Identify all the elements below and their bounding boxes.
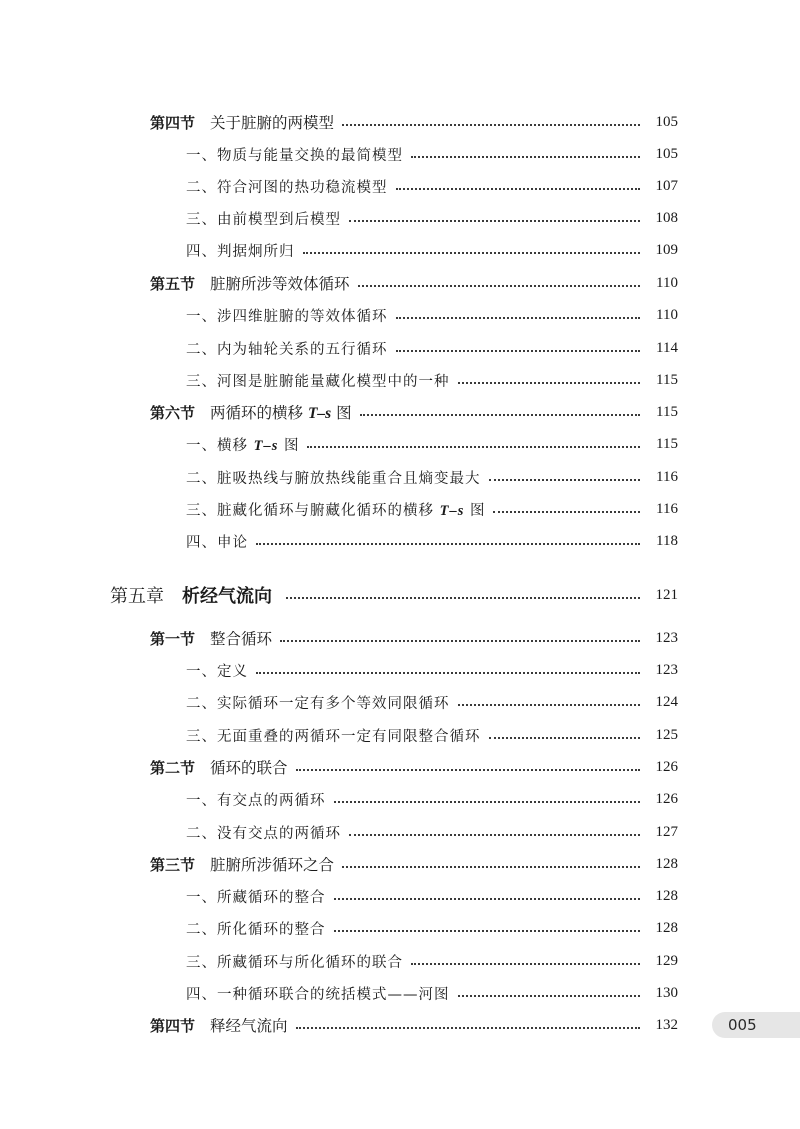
- page-number: 126: [655, 790, 678, 807]
- toc-section-5[interactable]: [150, 271, 678, 295]
- page-number: 124: [655, 693, 678, 710]
- toc-item[interactable]: [186, 981, 678, 1005]
- page-number: 126: [655, 758, 678, 775]
- toc-chapter5-section-3[interactable]: [150, 852, 678, 876]
- chapter-title: 析经气流向: [182, 586, 272, 607]
- page-number: 115: [656, 403, 678, 420]
- dot-leader: [493, 511, 640, 513]
- section-title: [210, 401, 352, 423]
- page-number: 109: [655, 241, 678, 258]
- section-number: 第三节: [150, 855, 196, 874]
- page-number: 110: [656, 306, 678, 323]
- page-number: 110: [656, 274, 678, 291]
- page-number: 128: [655, 887, 678, 904]
- page-number: 116: [656, 468, 678, 485]
- dot-leader: [334, 801, 641, 803]
- item-title: [186, 499, 485, 520]
- section-number: 第五节: [150, 274, 196, 293]
- item-title: 二、符合河图的热功稳流模型: [186, 179, 388, 196]
- dot-leader: [458, 995, 641, 997]
- page-number: 128: [655, 855, 678, 872]
- section-number: 第四节: [150, 113, 196, 132]
- page-number: 123: [655, 629, 678, 646]
- page-number: 115: [656, 435, 678, 452]
- toc-item[interactable]: [186, 820, 678, 844]
- section-number: 第四节: [150, 1016, 196, 1035]
- toc-item[interactable]: [186, 949, 678, 973]
- item-title: 一、物质与能量交换的最简模型: [186, 147, 403, 164]
- dot-leader: [360, 414, 640, 416]
- dot-leader: [396, 317, 641, 319]
- dot-leader: [458, 704, 641, 706]
- page-number: 129: [655, 952, 678, 969]
- dot-leader: [286, 597, 640, 599]
- item-title: [186, 434, 299, 455]
- toc-chapter5-section-1[interactable]: [150, 626, 678, 650]
- toc-item[interactable]: [186, 723, 678, 747]
- section-title: 整合循环: [210, 630, 273, 648]
- dot-leader: [411, 156, 640, 158]
- item-title: 三、由前模型到后模型: [186, 211, 341, 228]
- item-title: 二、实际循环一定有多个等效同限循环: [186, 695, 450, 712]
- toc-item[interactable]: [186, 368, 678, 392]
- dot-leader: [334, 930, 641, 932]
- toc-item[interactable]: [186, 497, 678, 521]
- page-number: 107: [655, 177, 678, 194]
- toc-item[interactable]: [186, 787, 678, 811]
- toc-item[interactable]: [186, 174, 678, 198]
- toc-item[interactable]: [186, 238, 678, 262]
- toc-chapter5-section-4[interactable]: [150, 1013, 678, 1037]
- page-number: 128: [655, 919, 678, 936]
- toc-item[interactable]: [186, 465, 678, 489]
- page-number: 132: [655, 1016, 678, 1033]
- item-title: 四、判据炯所归: [186, 243, 295, 260]
- dot-leader: [307, 446, 640, 448]
- item-title: 二、脏吸热线与腑放热线能重合且熵变最大: [186, 470, 481, 487]
- toc-item[interactable]: [186, 529, 678, 553]
- toc-section-4[interactable]: [150, 110, 678, 134]
- page-number: 114: [656, 339, 678, 356]
- dot-leader: [296, 1027, 640, 1029]
- dot-leader: [489, 737, 641, 739]
- toc-item[interactable]: [186, 432, 678, 456]
- section-title: 脏腑所涉等效体循环: [210, 275, 350, 293]
- item-title: 二、没有交点的两循环: [186, 825, 341, 842]
- toc-chapter-5[interactable]: [110, 581, 678, 609]
- page-number: 105: [655, 113, 678, 130]
- title-text: 一、横移: [186, 437, 254, 454]
- page-number: 121: [655, 586, 678, 603]
- dot-leader: [349, 834, 640, 836]
- dot-leader: [296, 769, 640, 771]
- section-number: 第一节: [150, 629, 196, 648]
- title-text: 三、脏藏化循环与腑藏化循环的横移: [186, 502, 440, 519]
- page-number: 123: [655, 661, 678, 678]
- dot-leader: [342, 124, 640, 126]
- dot-leader: [358, 285, 640, 287]
- dot-leader: [342, 866, 640, 868]
- dot-leader: [256, 672, 640, 674]
- item-title: 一、所藏循环的整合: [186, 889, 326, 906]
- page-number: 130: [655, 984, 678, 1001]
- dot-leader: [396, 188, 641, 190]
- title-text: 图: [331, 404, 352, 422]
- item-title: 一、有交点的两循环: [186, 792, 326, 809]
- dot-leader: [280, 640, 640, 642]
- dot-leader: [334, 898, 641, 900]
- section-title: 循环的联合: [210, 759, 288, 777]
- item-title: 四、一种循环联合的统括模式——河图: [186, 986, 450, 1003]
- toc-item[interactable]: [186, 658, 678, 682]
- dot-leader: [411, 963, 640, 965]
- toc-item[interactable]: [186, 206, 678, 230]
- ts-symbol: T–s: [307, 405, 332, 422]
- item-title: 三、河图是脏腑能量藏化模型中的一种: [186, 373, 450, 390]
- toc-item[interactable]: [186, 303, 678, 327]
- page-number-badge: [712, 1012, 800, 1038]
- dot-leader: [349, 220, 640, 222]
- title-text: 两循环的横移: [210, 404, 308, 422]
- chapter-number: 第五章: [110, 586, 164, 607]
- item-title: 一、涉四维脏腑的等效体循环: [186, 308, 388, 325]
- page-number: 105: [655, 145, 678, 162]
- dot-leader: [303, 252, 641, 254]
- toc-chapter5-section-2[interactable]: [150, 755, 678, 779]
- dot-leader: [489, 479, 641, 481]
- title-text: 图: [278, 437, 300, 454]
- toc-item[interactable]: [186, 916, 678, 940]
- item-title: 二、内为轴轮关系的五行循环: [186, 341, 388, 358]
- page-number: 116: [656, 500, 678, 517]
- item-title: 一、定义: [186, 663, 248, 680]
- page-number: 115: [656, 371, 678, 388]
- dot-leader: [458, 382, 641, 384]
- toc-item[interactable]: [186, 142, 678, 166]
- page-number: 118: [656, 532, 678, 549]
- toc-item[interactable]: [186, 336, 678, 360]
- footer-page-number: 005: [728, 1016, 757, 1034]
- ts-symbol: T–s: [253, 437, 279, 454]
- section-title: 关于脏腑的两模型: [210, 114, 335, 132]
- section-number: 第二节: [150, 758, 196, 777]
- item-title: 二、所化循环的整合: [186, 921, 326, 938]
- page-number: 125: [655, 726, 678, 743]
- page-number: 127: [655, 823, 678, 840]
- ts-symbol: T–s: [439, 502, 465, 519]
- section-title: 脏腑所涉循环之合: [210, 856, 335, 874]
- item-title: 三、所藏循环与所化循环的联合: [186, 954, 403, 971]
- toc-item[interactable]: [186, 690, 678, 714]
- toc-section-6[interactable]: [150, 400, 678, 424]
- item-title: 三、无面重叠的两循环一定有同限整合循环: [186, 728, 481, 745]
- toc-item[interactable]: [186, 884, 678, 908]
- dot-leader: [256, 543, 640, 545]
- section-title: 释经气流向: [210, 1017, 288, 1035]
- page-number: 108: [655, 209, 678, 226]
- dot-leader: [396, 350, 641, 352]
- section-number: 第六节: [150, 403, 196, 422]
- item-title: 四、申论: [186, 534, 248, 551]
- title-text: 图: [464, 502, 486, 519]
